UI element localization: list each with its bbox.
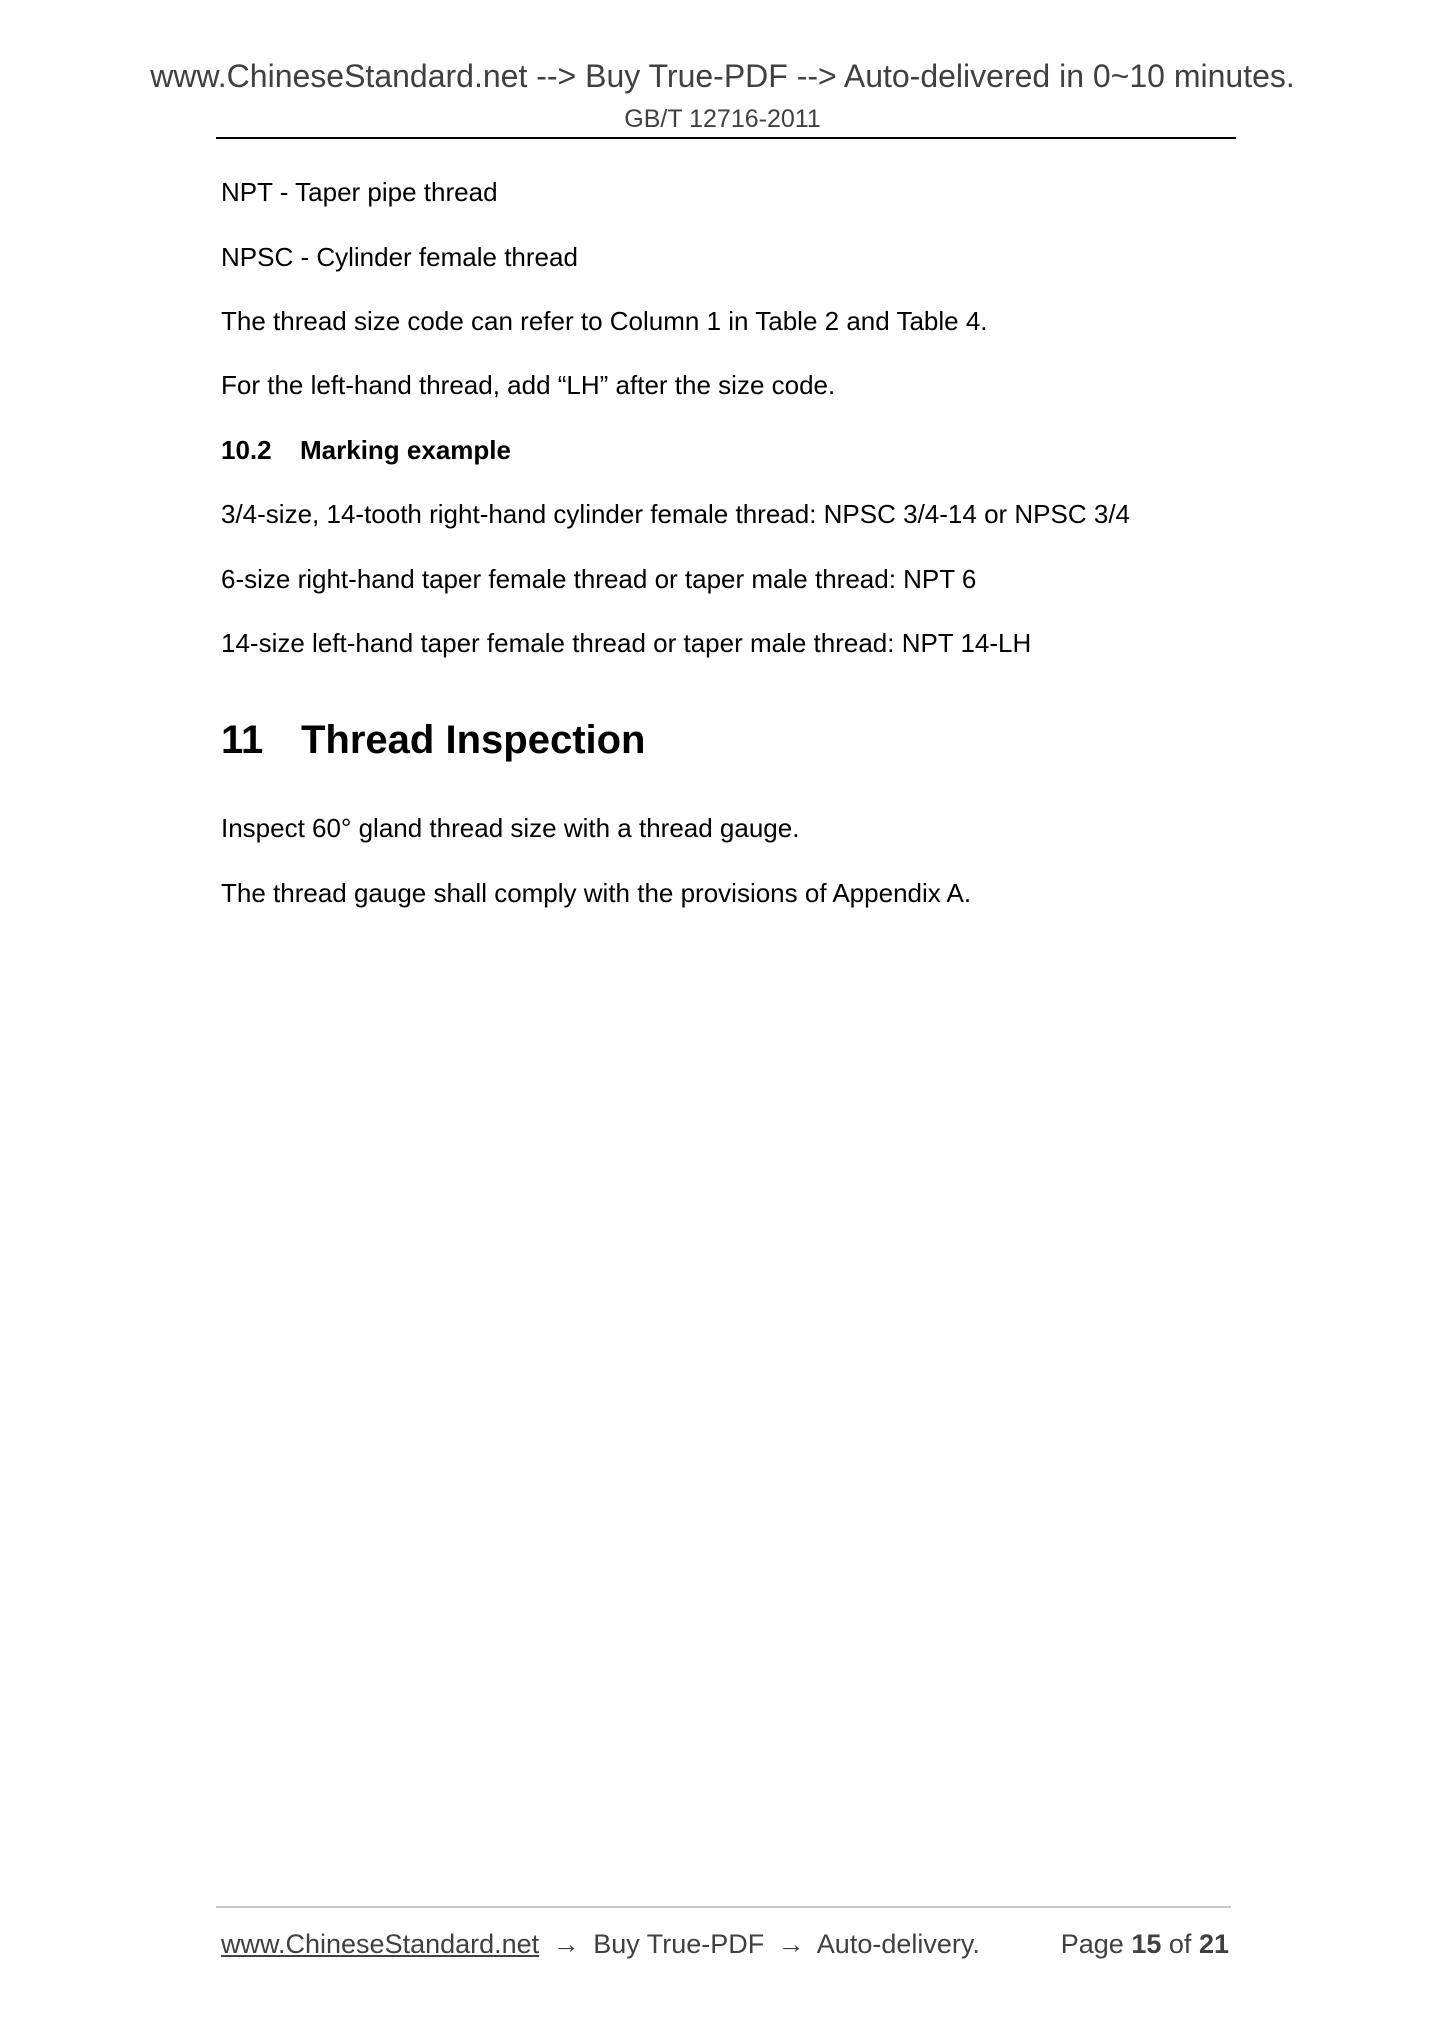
arrow-right-icon: → bbox=[552, 1929, 580, 1959]
arrow-right-icon: → bbox=[777, 1929, 805, 1959]
section-title: Thread Inspection bbox=[301, 718, 646, 762]
site-banner: www.ChineseStandard.net --> Buy True-PDF --> Auto-delivered in 0~10 minutes. bbox=[150, 58, 1295, 94]
page-label: Page bbox=[1060, 1929, 1124, 1959]
page-total: 21 bbox=[1198, 1929, 1229, 1959]
page-current: 15 bbox=[1131, 1929, 1162, 1959]
footer-divider bbox=[216, 1906, 1231, 1908]
marking-example-3: 14-size left-hand taper female thread or taper male thread: NPT 14-LH bbox=[221, 628, 1032, 658]
definition-npt: NPT - Taper pipe thread bbox=[221, 177, 498, 207]
section-number: 10.2 bbox=[221, 435, 272, 465]
inspection-paragraph-1: Inspect 60° gland thread size with a thread gauge. bbox=[221, 813, 800, 843]
marking-example-2: 6-size right-hand taper female thread or taper male thread: NPT 6 bbox=[221, 564, 977, 594]
left-hand-note: For the left-hand thread, add “LH” after the size code. bbox=[221, 370, 836, 400]
standard-code: GB/T 12716-2011 bbox=[624, 105, 821, 133]
footer-promo bbox=[221, 1927, 980, 1961]
page-number bbox=[1061, 1927, 1229, 1961]
marking-example-1: 3/4-size, 14-tooth right-hand cylinder female thread: NPSC 3/4-14 or NPSC 3/4 bbox=[221, 499, 1131, 529]
site-link[interactable]: www.ChineseStandard.net bbox=[221, 1929, 540, 1959]
page-of: of bbox=[1168, 1929, 1192, 1959]
definition-npsc: NPSC - Cylinder female thread bbox=[221, 242, 578, 272]
section-10-2-heading bbox=[221, 434, 511, 466]
inspection-paragraph-2: The thread gauge shall comply with the provisions of Appendix A. bbox=[221, 878, 972, 908]
size-code-note: The thread size code can refer to Column 1 in Table 2 and Table 4. bbox=[221, 306, 988, 336]
section-number: 11 bbox=[221, 718, 264, 762]
buy-text: Buy True-PDF bbox=[593, 1929, 765, 1959]
delivery-text: Auto-delivery. bbox=[816, 1929, 980, 1959]
section-title: Marking example bbox=[300, 435, 511, 465]
section-11-heading bbox=[221, 716, 646, 764]
header-divider bbox=[216, 137, 1236, 139]
